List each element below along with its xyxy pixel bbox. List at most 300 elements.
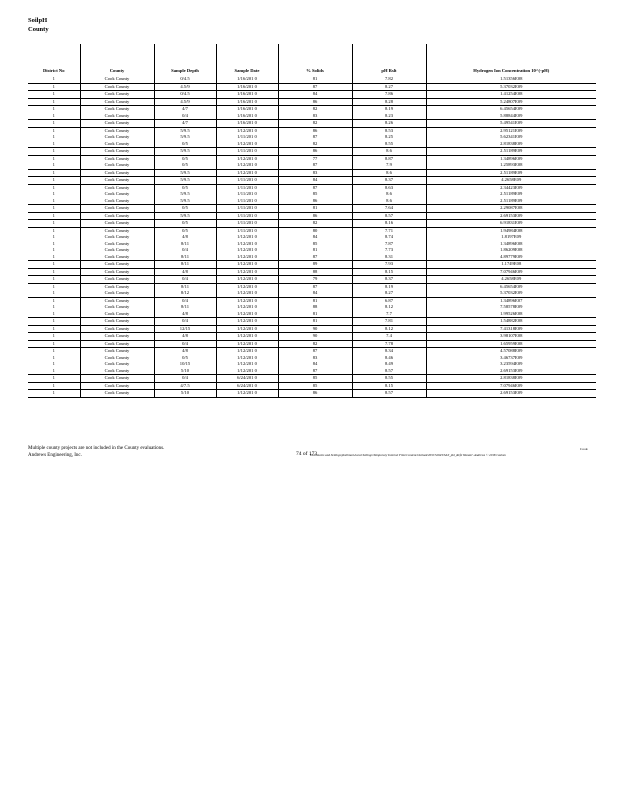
cell-district: 1 [52, 127, 55, 133]
cell-solids: 88 [278, 304, 352, 311]
cell-sample-depth: 0/4 [154, 375, 216, 383]
cell-district: 1 [28, 375, 80, 383]
cell-county: Cook County [80, 184, 154, 191]
cell-district: 1 [52, 155, 55, 161]
cell-district: 1 [52, 297, 55, 303]
table-row [28, 234, 596, 241]
cell-sample-depth: 5/9.5 [154, 198, 216, 205]
cell-sample-date: 1/12/201 0 [216, 162, 278, 169]
cell-county: Cook County [80, 141, 154, 148]
table-row [28, 127, 596, 134]
cell-sample-date: 1/11/201 0 [216, 212, 278, 220]
footer-code: Cook [580, 447, 588, 451]
table-row [28, 148, 596, 156]
cell-district: 1 [28, 169, 80, 177]
cell-ph-result: 7.93 [352, 261, 426, 269]
cell-ph-result: 8.57 [352, 212, 426, 220]
cell-ph-result: 7.73 [352, 247, 426, 254]
cell-solids: 86 [278, 198, 352, 205]
cell-solids: 87 [278, 134, 352, 141]
table-row [28, 297, 596, 304]
cell-sample-date: 1/16/201 0 [216, 76, 278, 83]
table-row [28, 268, 596, 276]
cell-county: Cook County [80, 361, 154, 368]
cell-sample-date: 1/12/201 0 [216, 254, 278, 261]
cell-hydrogen-ion: 5.88844E09 [426, 113, 596, 120]
col-header-county: County [80, 44, 154, 76]
cell-solids: 86 [278, 212, 352, 220]
cell-district: 1 [52, 247, 55, 252]
cell-hydrogen-ion: 1.1749E08 [426, 261, 596, 269]
footer-company: Andrews Engineering, Inc. [28, 453, 82, 458]
cell-sample-depth: 0/4 [154, 297, 216, 304]
cell-district: 1 [52, 106, 55, 111]
cell-ph-result: 8.25 [352, 134, 426, 141]
cell-sample-date: 1/12/201 0 [216, 241, 278, 248]
cell-sample-date: 1/11/201 0 [216, 227, 278, 234]
cell-sample-date: 1/12/201 0 [216, 390, 278, 398]
cell-solids: 82 [278, 141, 352, 148]
cell-sample-date: 1/12/201 0 [216, 283, 278, 290]
table-row [28, 184, 596, 191]
cell-hydrogen-ion: 4.2658E09 [426, 276, 596, 284]
cell-sample-date: 1/12/201 0 [216, 311, 278, 318]
cell-hydrogen-ion: 5.49541E09 [426, 120, 596, 128]
cell-ph-result: 8.63 [352, 184, 426, 191]
cell-hydrogen-ion: 1.86209E08 [426, 247, 596, 254]
cell-solids: 81 [278, 297, 352, 304]
table-row [28, 155, 596, 162]
cell-sample-date: 1/16/201 0 [216, 83, 278, 91]
cell-solids: 83 [278, 113, 352, 120]
cell-hydrogen-ion: 6.45654E09 [426, 283, 596, 290]
table-header-row [28, 44, 596, 76]
cell-solids: 83 [278, 169, 352, 177]
cell-sample-depth: 0/4 [154, 113, 216, 120]
cell-sample-depth: 0/5 [154, 227, 216, 234]
cell-county: Cook County [80, 241, 154, 248]
cell-county: Cook County [80, 234, 154, 241]
cell-sample-date: 1/12/201 0 [216, 333, 278, 341]
cell-solids: 85 [278, 382, 352, 390]
cell-district: 1 [52, 227, 55, 233]
cell-district: 1 [28, 311, 80, 318]
cell-solids: 82 [278, 106, 352, 113]
cell-hydrogen-ion: 7.58578E09 [426, 304, 596, 311]
cell-sample-date: 1/12/201 0 [216, 268, 278, 276]
cell-ph-result: 7.9 [352, 162, 426, 169]
footer-file-path: Documents and Settings\pheilman\Local Settings\Temporary Internet Files\Content.Outlook\NOC5264Y\SAT_phl_Ref2 Wanzer\ Andrews © 2018 Cashen [310, 453, 506, 457]
table-row [28, 382, 596, 390]
table-row [28, 290, 596, 297]
cell-sample-depth: 0/4 [154, 276, 216, 284]
cell-hydrogen-ion: 2.69153E09 [426, 390, 596, 398]
cell-sample-date: 1/12/201 0 [216, 290, 278, 297]
cell-sample-depth: 5/9.5 [154, 212, 216, 220]
cell-ph-result: 8.49 [352, 361, 426, 368]
table-row [28, 361, 596, 368]
table-row [28, 390, 596, 398]
cell-ph-result: 8.27 [352, 290, 426, 297]
cell-ph-result: 8.19 [352, 106, 426, 113]
cell-sample-depth: 4/8 [154, 333, 216, 341]
cell-solids: 87 [278, 184, 352, 191]
cell-sample-date: 1/11/201 0 [216, 205, 278, 213]
cell-hydrogen-ion: 3.46737E09 [426, 355, 596, 362]
cell-district: 1 [28, 98, 80, 106]
cell-district: 1 [52, 304, 55, 309]
cell-sample-depth: 8/11 [154, 241, 216, 248]
cell-sample-depth: 5/10 [154, 390, 216, 398]
cell-county: Cook County [80, 155, 154, 162]
cell-ph-result: 8.6 [352, 169, 426, 177]
cell-county: Cook County [80, 340, 154, 348]
table-row [28, 325, 596, 333]
cell-hydrogen-ion: 4.2658E09 [426, 177, 596, 185]
cell-ph-result: 8.6 [352, 191, 426, 198]
cell-hydrogen-ion: 2.81838E09 [426, 141, 596, 148]
cell-county: Cook County [80, 212, 154, 220]
table-row [28, 205, 596, 213]
cell-ph-result: 8.55 [352, 375, 426, 383]
cell-solids: 85 [278, 191, 352, 198]
cell-hydrogen-ion: 3.98107E08 [426, 333, 596, 341]
cell-ph-result: 8.12 [352, 325, 426, 333]
cell-county: Cook County [80, 390, 154, 398]
cell-district: 1 [28, 318, 80, 326]
table-row [28, 76, 596, 83]
table-row [28, 212, 596, 220]
table-row [28, 91, 596, 99]
cell-hydrogen-ion: 5.37032E09 [426, 83, 596, 91]
cell-solids: 81 [278, 311, 352, 318]
cell-sample-depth: 0/4.5 [154, 91, 216, 99]
cell-district: 1 [52, 283, 55, 289]
cell-hydrogen-ion: 2.69153E09 [426, 368, 596, 375]
cell-solids: 87 [278, 368, 352, 375]
cell-ph-result: 8.23 [352, 113, 426, 120]
table-row [28, 311, 596, 318]
cell-sample-date: 1/11/201 0 [216, 191, 278, 198]
cell-sample-depth: 4.5/9 [154, 98, 216, 106]
cell-hydrogen-ion: 4.57088E09 [426, 348, 596, 355]
cell-solids: 84 [278, 290, 352, 297]
cell-sample-date: 1/12/201 0 [216, 297, 278, 304]
col-header-ph-result: pH Rslt [352, 44, 426, 76]
cell-hydrogen-ion: 7.07946E09 [426, 382, 596, 390]
col-header-sample-depth: Sample Depth [154, 44, 216, 76]
soil-ph-table [28, 44, 596, 398]
cell-hydrogen-ion: 6.45654E09 [426, 106, 596, 113]
cell-county: Cook County [80, 261, 154, 269]
cell-sample-depth: 10/15 [154, 361, 216, 368]
cell-county: Cook County [80, 333, 154, 341]
col-header-solids: % Solids [278, 44, 352, 76]
cell-hydrogen-ion: 1.41254E08 [426, 91, 596, 99]
cell-ph-result: 7.4 [352, 333, 426, 341]
cell-sample-date: 1/12/201 0 [216, 304, 278, 311]
cell-sample-depth: 0/5 [154, 184, 216, 191]
cell-ph-result: 8.53 [352, 127, 426, 134]
cell-district: 1 [52, 240, 55, 246]
cell-county: Cook County [80, 311, 154, 318]
cell-hydrogen-ion: 1.8197E09 [426, 234, 596, 241]
cell-sample-depth: 4/7 [154, 120, 216, 128]
cell-sample-depth: 0/5 [154, 205, 216, 213]
cell-county: Cook County [80, 318, 154, 326]
cell-ph-result: 8.27 [352, 83, 426, 91]
cell-district: 1 [28, 83, 80, 91]
cell-sample-date: 1/12/201 0 [216, 340, 278, 348]
cell-hydrogen-ion: 2.69153E09 [426, 212, 596, 220]
cell-solids: 82 [278, 220, 352, 228]
cell-ph-result: 7.86 [352, 91, 426, 99]
cell-solids: 82 [278, 340, 352, 348]
table-row [28, 113, 596, 120]
cell-sample-depth: 8/11 [154, 304, 216, 311]
cell-county: Cook County [80, 98, 154, 106]
cell-district: 1 [28, 276, 80, 284]
cell-ph-result: 8.74 [352, 234, 426, 241]
table-row [28, 177, 596, 185]
cell-ph-result: 7.82 [352, 76, 426, 83]
cell-ph-result: 8.37 [352, 177, 426, 185]
cell-county: Cook County [80, 113, 154, 120]
table-row [28, 98, 596, 106]
cell-ph-result: 7.71 [352, 227, 426, 234]
cell-sample-date: 1/12/201 0 [216, 261, 278, 269]
cell-county: Cook County [80, 205, 154, 213]
table-row [28, 227, 596, 234]
table-row [28, 191, 596, 198]
cell-hydrogen-ion: 2.51189E09 [426, 169, 596, 177]
cell-county: Cook County [80, 325, 154, 333]
cell-ph-result: 8.57 [352, 390, 426, 398]
cell-district: 1 [52, 184, 55, 190]
cell-sample-depth: 8/11 [154, 261, 216, 269]
cell-sample-date: 1/16/201 0 [216, 113, 278, 120]
table-row [28, 348, 596, 355]
cell-sample-depth: 0/5 [154, 155, 216, 162]
cell-county: Cook County [80, 120, 154, 128]
cell-sample-date: 1/12/201 0 [216, 247, 278, 254]
col-header-sample-date: Sample Date [216, 44, 278, 76]
cell-hydrogen-ion: 7.07946E09 [426, 268, 596, 276]
cell-sample-date: 1/12/201 0 [216, 169, 278, 177]
cell-ph-result: 8.87 [352, 155, 426, 162]
cell-sample-date: 1/12/201 0 [216, 276, 278, 284]
table-row [28, 261, 596, 269]
cell-solids: 81 [278, 76, 352, 83]
cell-solids: 79 [278, 276, 352, 284]
cell-hydrogen-ion: 1.54882E08 [426, 318, 596, 326]
table-row [28, 375, 596, 383]
cell-sample-depth: 0/4 [154, 247, 216, 254]
cell-district: 1 [28, 113, 80, 120]
cell-county: Cook County [80, 254, 154, 261]
cell-ph-result: 8.6 [352, 198, 426, 205]
cell-solids: 85 [278, 375, 352, 383]
table-body [28, 76, 596, 397]
cell-sample-depth: 0/4 [154, 318, 216, 326]
cell-sample-date: 1/12/201 0 [216, 127, 278, 134]
cell-solids: 82 [278, 120, 352, 128]
cell-sample-date: 1/12/201 0 [216, 234, 278, 241]
cell-solids: 87 [278, 348, 352, 355]
cell-sample-depth: 12/15 [154, 325, 216, 333]
cell-district: 1 [28, 268, 80, 276]
cell-district: 1 [28, 212, 80, 220]
cell-hydrogen-ion: 1.34896E07 [426, 297, 596, 304]
cell-hydrogen-ion: 2.51189E09 [426, 191, 596, 198]
cell-sample-date: 1/11/201 0 [216, 148, 278, 156]
cell-district: 1 [28, 177, 80, 185]
cell-solids: 83 [278, 355, 352, 362]
cell-district: 1 [28, 162, 80, 169]
cell-district: 1 [28, 76, 80, 83]
cell-ph-result: 8.16 [352, 220, 426, 228]
table-row [28, 247, 596, 254]
cell-solids: 84 [278, 91, 352, 99]
cell-district: 1 [28, 220, 80, 228]
cell-hydrogen-ion: 1.94984E08 [426, 227, 596, 234]
cell-ph-result: 8.26 [352, 120, 426, 128]
cell-county: Cook County [80, 91, 154, 99]
cell-hydrogen-ion: 4.89779E09 [426, 254, 596, 261]
cell-sample-depth: 5/10 [154, 368, 216, 375]
footer-page-ref: 74 of 173 [296, 451, 318, 457]
cell-ph-result: 7.7 [352, 311, 426, 318]
cell-district: 1 [28, 261, 80, 269]
table-row [28, 340, 596, 348]
cell-solids: 86 [278, 148, 352, 156]
cell-district: 1 [52, 354, 55, 360]
cell-county: Cook County [80, 83, 154, 91]
cell-ph-result: 8.6 [352, 148, 426, 156]
table-row [28, 162, 596, 169]
cell-county: Cook County [80, 134, 154, 141]
cell-district: 1 [28, 198, 80, 205]
cell-ph-result: 7.81 [352, 318, 426, 326]
cell-hydrogen-ion: 6.91831E09 [426, 220, 596, 228]
cell-county: Cook County [80, 368, 154, 375]
table-row [28, 83, 596, 91]
cell-district: 1 [52, 348, 55, 353]
cell-ph-result: 8.15 [352, 268, 426, 276]
cell-hydrogen-ion: 1.25893E08 [426, 162, 596, 169]
cell-solids: 87 [278, 162, 352, 169]
cell-sample-depth: 4/8 [154, 268, 216, 276]
cell-sample-depth: 5/9.5 [154, 191, 216, 198]
cell-hydrogen-ion: 5.24807E09 [426, 98, 596, 106]
cell-sample-date: 1/12/201 0 [216, 348, 278, 355]
cell-ph-result: 8.15 [352, 382, 426, 390]
cell-ph-result: 7.64 [352, 205, 426, 213]
table-row [28, 134, 596, 141]
table-row [28, 120, 596, 128]
cell-hydrogen-ion: 2.34423E09 [426, 184, 596, 191]
cell-county: Cook County [80, 162, 154, 169]
cell-sample-date: 1/11/201 0 [216, 177, 278, 185]
cell-sample-date: 1/11/201 0 [216, 198, 278, 205]
cell-ph-result: 8.19 [352, 283, 426, 290]
cell-ph-result: 8.31 [352, 254, 426, 261]
cell-county: Cook County [80, 375, 154, 383]
cell-hydrogen-ion: 2.81838E09 [426, 375, 596, 383]
cell-sample-date: 1/12/201 0 [216, 361, 278, 368]
cell-sample-depth: 5/9.5 [154, 127, 216, 134]
cell-hydrogen-ion: 1.51356E08 [426, 76, 596, 83]
cell-county: Cook County [80, 268, 154, 276]
cell-solids: 88 [278, 268, 352, 276]
cell-sample-depth: 0/5 [154, 355, 216, 362]
cell-district: 1 [28, 205, 80, 213]
col-header-hydrogen-ion: Hydrogen Ion Concentration 10^(-pH) [426, 44, 596, 76]
cell-district: 1 [28, 368, 80, 375]
cell-hydrogen-ion: 5.37032E09 [426, 290, 596, 297]
cell-hydrogen-ion: 5.62341E09 [426, 134, 596, 141]
cell-district: 1 [28, 254, 80, 261]
cell-sample-depth: 0/5 [154, 141, 216, 148]
cell-hydrogen-ion: 2.51189E09 [426, 198, 596, 205]
cell-sample-date: 1/16/201 0 [216, 106, 278, 113]
cell-solids: 81 [278, 205, 352, 213]
cell-county: Cook County [80, 355, 154, 362]
cell-hydrogen-ion: 2.51189E09 [426, 148, 596, 156]
table-row [28, 276, 596, 284]
col-header-district: District No [42, 68, 65, 73]
cell-hydrogen-ion: 1.99526E08 [426, 311, 596, 318]
cell-ph-result: 8.37 [352, 276, 426, 284]
report-title-line2: County [28, 26, 49, 33]
cell-sample-depth: 4.5/9 [154, 83, 216, 91]
cell-sample-date: 1/12/201 0 [216, 155, 278, 162]
cell-ph-result: 8.55 [352, 141, 426, 148]
cell-sample-depth: 4/7 [154, 106, 216, 113]
cell-solids: 90 [278, 333, 352, 341]
cell-solids: 89 [278, 261, 352, 269]
cell-hydrogen-ion: 7.41318E09 [426, 325, 596, 333]
table-row [28, 106, 596, 113]
cell-solids: 90 [278, 325, 352, 333]
cell-district: 1 [52, 191, 55, 196]
cell-solids: 84 [278, 234, 352, 241]
cell-ph-result: 7.78 [352, 340, 426, 348]
cell-hydrogen-ion: 3.23594E09 [426, 361, 596, 368]
cell-sample-depth: 8/11 [154, 283, 216, 290]
cell-county: Cook County [80, 169, 154, 177]
cell-hydrogen-ion: 1.34896E09 [426, 155, 596, 162]
cell-county: Cook County [80, 177, 154, 185]
cell-sample-date: 1/12/201 0 [216, 368, 278, 375]
cell-sample-date: 1/16/201 0 [216, 120, 278, 128]
cell-sample-date: 1/11/201 0 [216, 220, 278, 228]
cell-county: Cook County [80, 76, 154, 83]
cell-solids: 80 [278, 227, 352, 234]
cell-solids: 87 [278, 254, 352, 261]
cell-county: Cook County [80, 304, 154, 311]
cell-county: Cook County [80, 276, 154, 284]
cell-sample-depth: 0/5 [154, 220, 216, 228]
cell-sample-depth: 4/8 [154, 311, 216, 318]
cell-sample-depth: 5/9.5 [154, 148, 216, 156]
cell-district: 1 [28, 340, 80, 348]
cell-sample-depth: 8/11 [154, 254, 216, 261]
cell-solids: 81 [278, 318, 352, 326]
cell-sample-depth: 4/8 [154, 348, 216, 355]
cell-county: Cook County [80, 198, 154, 205]
table-row [28, 141, 596, 148]
